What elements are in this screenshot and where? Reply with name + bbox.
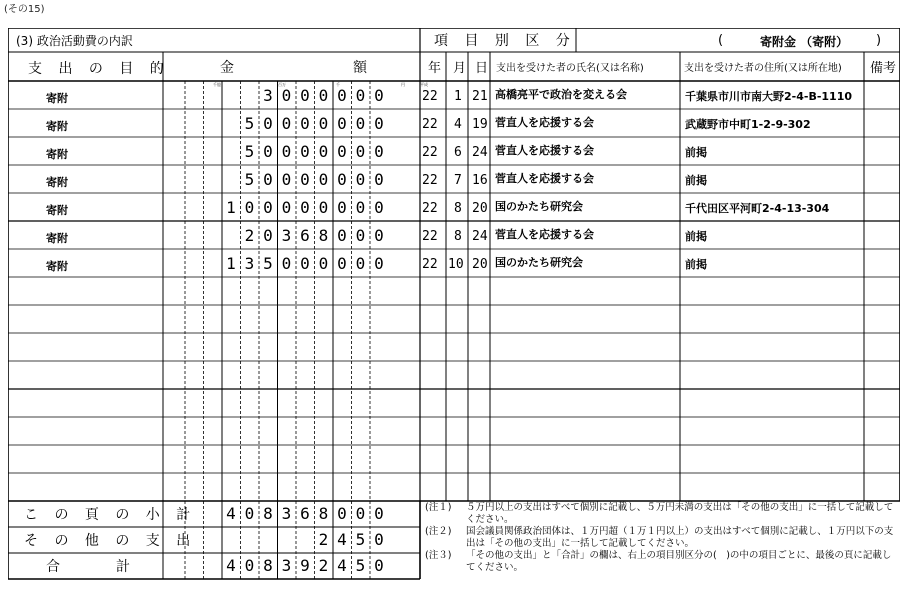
row-recipient: 国のかたち研究会: [495, 256, 583, 269]
row-amount-digit: 0: [374, 198, 384, 217]
row-amount-digit: 0: [318, 254, 329, 273]
row-recipient: 菅直人を応援する会: [495, 172, 594, 185]
grand-total-digit: 2: [318, 556, 329, 575]
item-class-close-paren: ): [876, 33, 882, 48]
row-address: 前掲: [685, 174, 707, 187]
row-year: 22: [422, 145, 438, 160]
col-year-header: 年: [428, 61, 442, 76]
row-recipient: 菅直人を応援する会: [495, 116, 594, 129]
grand-total-digit: 3: [281, 556, 292, 575]
row-purpose: 寄附: [46, 92, 68, 105]
row-amount-digit: 0: [374, 226, 384, 245]
note-text: 「その他の支出」と「合計」の欄は、右上の項目別区分の( )の中の項目ごとに、最後の頁に記載してください。: [466, 550, 892, 573]
row-amount-digit: 0: [337, 226, 347, 245]
col-remarks-header: 備考: [870, 61, 897, 76]
row-amount-digit: 0: [374, 170, 384, 189]
row-address: 前掲: [685, 258, 707, 271]
unit-mark-sen: 千: [336, 82, 340, 87]
row-recipient: 菅直人を応援する会: [495, 228, 594, 241]
page-subtotal-label: こ の 頁 の 小 計: [24, 507, 197, 523]
row-year: 22: [422, 173, 438, 188]
note-text: ５万円以上の支出はすべて個別に記載し、５万円未満の支出は「その他の支出」に一括して記載してください。: [466, 502, 894, 525]
col-recipient-header: 支出を受けた者の氏名(又は名称): [496, 63, 644, 74]
other-expenses-digit: 0: [374, 530, 384, 549]
item-class-open-paren: (: [718, 33, 724, 48]
page-subtotal-digit: 4: [226, 504, 236, 523]
row-amount-digit: 0: [263, 170, 273, 189]
row-amount-digit: 0: [318, 114, 329, 133]
row-amount-digit: 0: [263, 226, 273, 245]
row-amount-digit: 0: [318, 198, 329, 217]
note-mark: (注２): [425, 526, 452, 537]
row-day: 20: [472, 257, 488, 272]
col-amount-header-a: 金: [220, 60, 234, 76]
grand-total-digit: 0: [244, 556, 255, 575]
row-amount-digit: 0: [263, 198, 273, 217]
unit-mark-en: 円: [401, 82, 405, 87]
expense-breakdown-form: [8, 28, 900, 584]
page-number-note: (その15): [4, 4, 45, 15]
row-amount-digit: 0: [337, 86, 347, 105]
page-subtotal-digit: 0: [355, 504, 366, 523]
unit-mark-era: 平成: [420, 82, 428, 87]
row-address: 武蔵野市中町1-2-9-302: [685, 118, 811, 131]
row-amount-digit: 0: [337, 142, 347, 161]
row-amount-digit: 5: [263, 254, 273, 273]
row-month: 7: [454, 173, 462, 188]
row-purpose: 寄附: [46, 204, 68, 217]
note-mark: (注１): [425, 502, 452, 513]
row-amount-digit: 1: [226, 254, 236, 273]
row-month: 1: [454, 89, 462, 104]
item-class-label: 項 目 別 区 分: [434, 33, 576, 49]
row-amount-digit: 0: [374, 86, 384, 105]
row-month: 10: [448, 257, 464, 272]
row-address: 前掲: [685, 230, 707, 243]
row-amount-digit: 5: [244, 170, 255, 189]
page-subtotal-digit: 0: [374, 504, 384, 523]
row-month: 4: [454, 117, 462, 132]
row-amount-digit: 0: [318, 86, 329, 105]
row-purpose: 寄附: [46, 120, 68, 133]
row-day: 24: [472, 145, 488, 160]
row-amount-digit: 5: [244, 142, 255, 161]
row-amount-digit: 1: [226, 198, 236, 217]
col-amount-header-b: 額: [353, 60, 367, 76]
row-amount-digit: 0: [355, 86, 366, 105]
grand-total-digit: 5: [355, 556, 366, 575]
row-amount-digit: 0: [337, 114, 347, 133]
row-amount-digit: 0: [263, 142, 273, 161]
row-purpose: 寄附: [46, 148, 68, 161]
row-amount-digit: 0: [300, 198, 310, 217]
col-month-header: 月: [453, 61, 467, 76]
row-amount-digit: 8: [318, 226, 329, 245]
grand-total-digit: 9: [300, 556, 310, 575]
row-recipient: 国のかたち研究会: [495, 200, 583, 213]
row-amount-digit: 0: [355, 170, 366, 189]
row-amount-digit: 0: [355, 254, 366, 273]
note-mark: (注３): [425, 550, 452, 561]
row-amount-digit: 6: [300, 226, 310, 245]
row-amount-digit: 0: [337, 254, 347, 273]
other-expenses-digit: 2: [318, 530, 329, 549]
row-amount-digit: 0: [281, 142, 292, 161]
row-amount-digit: 0: [281, 198, 292, 217]
section-title: (3) 政治活動費の内訳: [16, 34, 133, 48]
grand-total-digit: 8: [263, 556, 273, 575]
row-amount-digit: 3: [281, 226, 292, 245]
page-subtotal-digit: 3: [281, 504, 292, 523]
grand-total-digit: 4: [226, 556, 236, 575]
row-amount-digit: 0: [374, 114, 384, 133]
row-day: 24: [472, 229, 488, 244]
row-amount-digit: 0: [281, 170, 292, 189]
row-month: 6: [454, 145, 462, 160]
page-subtotal-digit: 0: [337, 504, 347, 523]
row-amount-digit: 0: [355, 142, 366, 161]
row-amount-digit: 3: [263, 86, 273, 105]
page-subtotal-digit: 6: [300, 504, 310, 523]
row-purpose: 寄附: [46, 176, 68, 189]
row-amount-digit: 2: [244, 226, 255, 245]
row-year: 22: [422, 89, 438, 104]
row-amount-digit: 0: [300, 254, 310, 273]
row-amount-digit: 0: [300, 86, 310, 105]
row-day: 16: [472, 173, 488, 188]
row-purpose: 寄附: [46, 232, 68, 245]
row-amount-digit: 0: [355, 226, 366, 245]
row-amount-digit: 3: [244, 254, 255, 273]
row-address: 千葉県市川市南大野2-4-B-1110: [685, 90, 853, 103]
row-amount-digit: 0: [263, 114, 273, 133]
unit-mark-sen-oku: 千億: [213, 82, 221, 87]
item-class-value: 寄附金 （寄附）: [760, 35, 849, 49]
page-subtotal-digit: 0: [244, 504, 255, 523]
row-amount-digit: 0: [244, 198, 255, 217]
row-recipient: 菅直人を応援する会: [495, 144, 594, 157]
row-amount-digit: 0: [281, 114, 292, 133]
row-amount-digit: 0: [281, 86, 292, 105]
other-expenses-digit: 4: [337, 530, 347, 549]
row-amount-digit: 0: [300, 114, 310, 133]
page-subtotal-digit: 8: [318, 504, 329, 523]
row-amount-digit: 0: [281, 254, 292, 273]
row-amount-digit: 0: [355, 198, 366, 217]
col-purpose-header: 支 出 の 目 的: [28, 61, 170, 77]
row-year: 22: [422, 201, 438, 216]
row-amount-digit: 0: [355, 114, 366, 133]
row-amount-digit: 0: [318, 142, 329, 161]
row-year: 22: [422, 117, 438, 132]
row-year: 22: [422, 229, 438, 244]
grand-total-digit: 0: [374, 556, 384, 575]
col-day-header: 日: [475, 61, 489, 76]
row-amount-digit: 0: [337, 170, 347, 189]
grand-total-digit: 4: [337, 556, 347, 575]
row-month: 8: [454, 229, 462, 244]
row-address: 千代田区平河町2-4-13-304: [685, 202, 830, 215]
row-amount-digit: 0: [337, 198, 347, 217]
page-subtotal-digit: 8: [263, 504, 273, 523]
note-text: 国会議員関係政治団体は、１万円超（１万１円以上）の支出はすべて個別に記載し、１万円以下の支出は「その他の支出」に一括して記載してください。: [466, 526, 894, 549]
row-amount-digit: 0: [374, 254, 384, 273]
row-day: 21: [472, 89, 488, 104]
form-grid-lines: [8, 28, 900, 584]
row-day: 20: [472, 201, 488, 216]
row-amount-digit: 0: [318, 170, 329, 189]
row-address: 前掲: [685, 146, 707, 159]
row-amount-digit: 0: [300, 142, 310, 161]
row-recipient: 高橋亮平で政治を変える会: [495, 88, 627, 101]
row-purpose: 寄附: [46, 260, 68, 273]
other-expenses-digit: 5: [355, 530, 366, 549]
row-year: 22: [422, 257, 438, 272]
row-amount-digit: 0: [300, 170, 310, 189]
other-expenses-label: そ の 他 の 支 出: [24, 533, 197, 549]
col-address-header: 支出を受けた者の住所(又は所在地): [684, 63, 842, 74]
row-amount-digit: 0: [374, 142, 384, 161]
grand-total-label: 合 計: [46, 559, 130, 575]
unit-mark-hyaku-man: 百万: [278, 82, 286, 87]
row-month: 8: [454, 201, 462, 216]
row-amount-digit: 5: [244, 114, 255, 133]
row-day: 19: [472, 117, 488, 132]
